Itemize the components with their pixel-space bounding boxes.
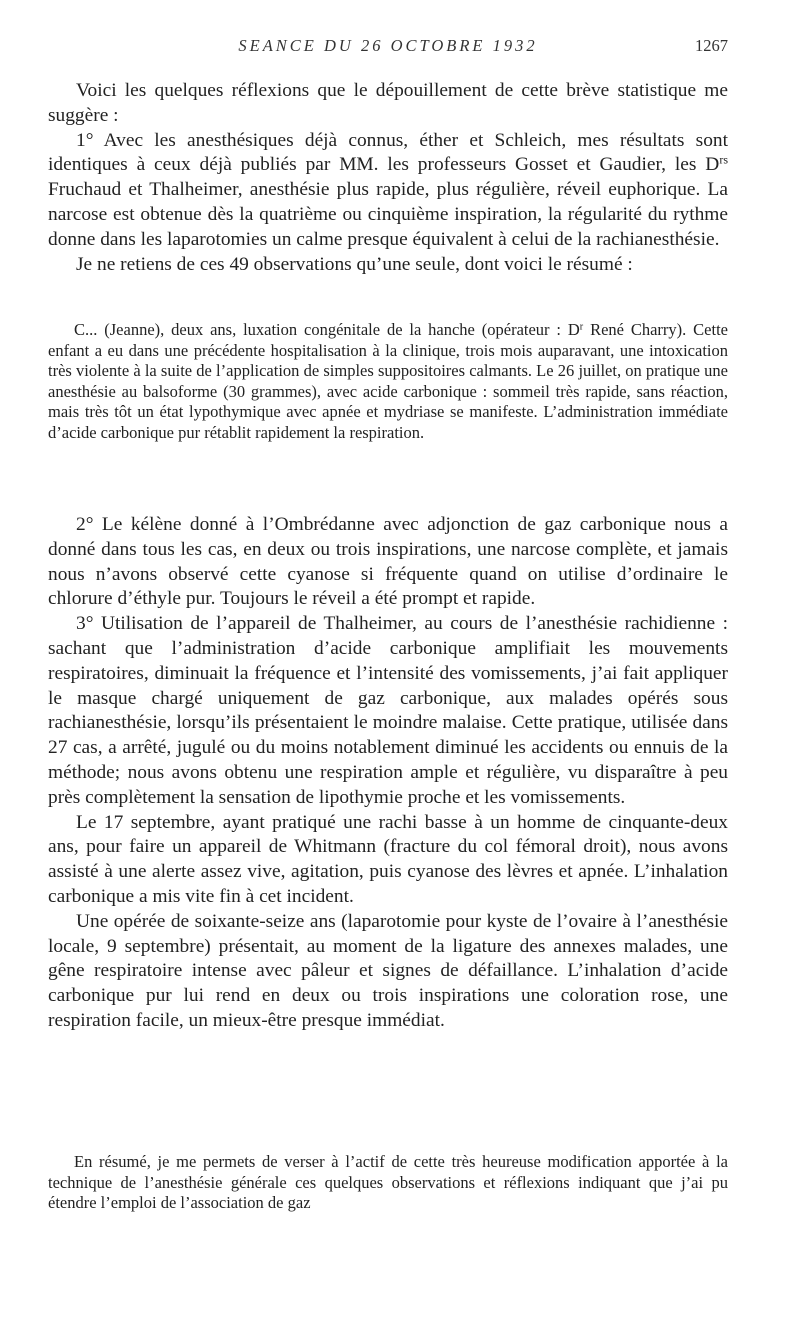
point-1-text-rest: Fruchaud et Thalheimer, anesthésie plus rapide, plus régulière, réveil euphorique. La narcose est obtenue dès la quatrième ou cinquième inspiration, la régularité du rythme donne dans les laparotomies un calme presque équivalent à celui de la rachianesthésie.	[48, 179, 728, 250]
point-1-text: 1° Avec les anesthésiques déjà connus, éther et Schleich, mes résultats sont identiques à ceux déjà publiés par MM. les professeurs Gosset et Gaudier, les D	[48, 129, 728, 176]
point-2-text: 2° Le kélène donné à l’Ombrédanne avec adjonction de gaz carbonique nous a donné dans tous les cas, en deux ou trois inspirations, une narcose complète, et jamais nous n’avons observé cette cyanose si fréquente quand on utilise d’ordinaire le chlorure d’éthyle pur. Toujours le réveil a été prompt et rapide.	[48, 514, 728, 610]
summary-text: En résumé, je me permets de verser à l’actif de cette très heureuse modification apportée à la technique de l’anesthésie générale ces quelques observations et réflexions indiquant que j’ai pu étendre l’emploi de l’association de gaz	[48, 1152, 728, 1213]
paragraph-summary	[48, 1152, 728, 1214]
case-september-17-text: Le 17 septembre, ayant pratiqué une rachi basse à un homme de cinquante-deux ans, pour faire un appareil de Whitmann (fracture du col fémoral droit), nous avons assisté à une alerte assez vive, agitation, puis cyanose des lèvres et apnée. L’inhalation carbonique a mis vite fin à cet incident.	[48, 811, 728, 907]
paragraph-point-1	[48, 129, 728, 253]
summary-section	[48, 1152, 728, 1214]
observation-summary	[48, 320, 728, 444]
paragraph-point-3	[48, 612, 728, 810]
paragraph-observations-intro	[48, 253, 728, 278]
doctor-abbrev-superscript: r	[579, 321, 584, 333]
intro-section	[48, 79, 728, 277]
main-section	[48, 513, 728, 1034]
paragraph-point-2	[48, 513, 728, 612]
observation-text-rest: René Charry). Cette enfant a eu dans une précédente hospitalisation à la clinique, trois mois auparavant, une intoxication très violente à la suite de l’application de simples suppositoires calmants. Le 26 juillet, on pratique une anesthésie au balsoforme (30 grammes), avec acide carbonique : sommeil très rapide, sans réaction, mais très tôt un état lypothymique avec apnée et mydriase se manifeste. L’administration immédiate d’acide carbonique pur rétablit rapidement la respiration.	[48, 320, 728, 442]
paragraph-intro	[48, 79, 728, 129]
case-seventy-six-text: Une opérée de soixante-seize ans (laparotomie pour kyste de l’ovaire à l’anesthésie locale, 9 septembre) présentait, au moment de la ligature des annexes malades, une gêne respiratoire intense avec pâleur et signes de défaillance. L’inhalation d’acide carbonique pur lui rend en deux ou trois inspirations une coloration rose, une respiration facile, un mieux-être presque immédiat.	[48, 910, 728, 1031]
paragraph-observation	[48, 320, 728, 444]
page-number: 1267	[695, 36, 728, 55]
observation-text: C... (Jeanne), deux ans, luxation congénitale de la hanche (opérateur : D	[74, 320, 580, 339]
point-3-text: 3° Utilisation de l’appareil de Thalheimer, au cours de l’anesthésie rachidienne : sachant que l’administration d’acide carbonique amplifiait les mouvements respiratoires, diminuait la fréquence et l’intensité des vomissements, j’ai fait appliquer le masque chargé uniquement de gaz carbonique, aux malades opérés sous rachianesthésie, lorsqu’ils présentaient le moindre malaise. Cette pratique, utilisée dans 27 cas, a arrêté, jugulé ou du moins notablement diminué les accidents ou ennuis de la méthode; nous avons obtenu une respiration ample et régulière, vu disparaître à peu près complètement la sensation de lipothymie proche et les vomissements.	[48, 613, 728, 808]
observations-intro-text: Je ne retiens de ces 49 observations qu’une seule, dont voici le résumé :	[76, 253, 633, 275]
running-header	[48, 36, 728, 58]
doctors-abbrev-superscript: rs	[719, 152, 728, 167]
running-title: SEANCE DU 26 OCTOBRE 1932	[238, 36, 538, 55]
paragraph-intro-text: Voici les quelques réflexions que le dépouillement de cette brève statistique me suggère :	[48, 80, 728, 126]
paragraph-case-september-17	[48, 811, 728, 910]
paragraph-case-seventy-six	[48, 910, 728, 1034]
